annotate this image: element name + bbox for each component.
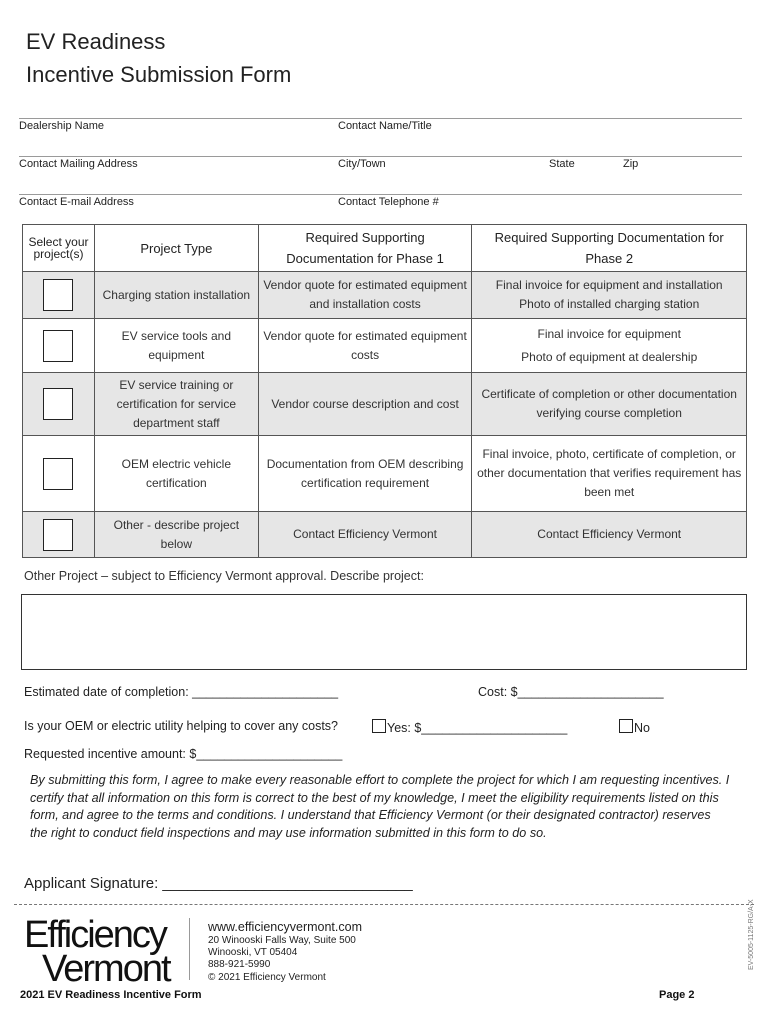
no-label: No bbox=[634, 721, 650, 735]
mailing-address-field[interactable] bbox=[19, 156, 742, 157]
phase1-cell: Vendor quote for estimated equipment costs bbox=[258, 319, 472, 373]
yes-label: Yes: $_____________________ bbox=[387, 721, 568, 735]
address-line1: 20 Winooski Falls Way, Suite 500 bbox=[208, 935, 356, 946]
phone-number: 888-921-5990 bbox=[208, 959, 271, 971]
efficiency-vermont-logo bbox=[24, 914, 170, 990]
phase2-cell bbox=[472, 272, 747, 319]
agreement-text: By submitting this form, I agree to make every reasonable effort to complete the project for which I am requesting incentives. I certify that all information on this form is correct to the best of my knowledge, I meet the eligibility requirements listed on this form, and agree to the terms and conditions. I understand that Efficiency Vermont (or their designated contractor) reserves the right to conduct field inspections and may use information submitted in this form to do so. bbox=[30, 773, 730, 840]
footer-divider bbox=[14, 904, 754, 905]
oem-question-label: Is your OEM or electric utility helping to cover any costs? bbox=[24, 719, 339, 733]
page-title-line1: EV Readiness bbox=[26, 29, 166, 54]
yes-checkbox[interactable] bbox=[372, 719, 386, 733]
copyright: © 2021 Efficiency Vermont bbox=[208, 971, 326, 983]
project-type-cell: Other - describe project below bbox=[94, 512, 258, 558]
project-table bbox=[22, 224, 747, 558]
select-checkbox-oem[interactable] bbox=[43, 458, 73, 490]
phase2-line: Photo of installed charging station bbox=[519, 297, 700, 311]
phase2-cell bbox=[472, 319, 747, 373]
select-checkbox-tools[interactable] bbox=[43, 330, 73, 362]
address-line2: Winooski, VT 05404 bbox=[208, 947, 298, 959]
zip-label: Zip bbox=[623, 158, 639, 170]
logo-line2: Vermont bbox=[42, 948, 170, 990]
page-number: Page 2 bbox=[659, 989, 695, 1001]
phase2-cell: Final invoice, photo, certificate of completion, or other documentation that verifies requirement has been met bbox=[472, 436, 747, 512]
form-code: EV-5005-1125-RG/A-X bbox=[748, 899, 755, 970]
table-row bbox=[23, 373, 747, 436]
select-checkbox-training[interactable] bbox=[43, 388, 73, 420]
table-row bbox=[23, 436, 747, 512]
phase1-header: Required Supporting Documentation for Phase 1 bbox=[258, 225, 472, 272]
applicant-signature-field[interactable]: Applicant Signature: ______________________________ bbox=[24, 875, 413, 892]
logo-line1: Efficiency bbox=[24, 914, 166, 956]
footer-address-block bbox=[208, 920, 362, 984]
phase1-cell: Contact Efficiency Vermont bbox=[258, 512, 472, 558]
table-row bbox=[23, 512, 747, 558]
phase1-cell: Documentation from OEM describing certification requirement bbox=[258, 436, 472, 512]
city-town-label: City/Town bbox=[338, 158, 386, 170]
phase1-cell: Vendor quote for estimated equipment and installation costs bbox=[258, 272, 472, 319]
phase2-cell: Certificate of completion or other documentation verifying course completion bbox=[472, 373, 747, 436]
other-project-textarea[interactable] bbox=[21, 594, 747, 670]
form-name: 2021 EV Readiness Incentive Form bbox=[20, 989, 202, 1001]
requested-amount-field[interactable]: Requested incentive amount: $_____________________ bbox=[24, 747, 343, 761]
cost-field[interactable]: Cost: $_____________________ bbox=[478, 685, 664, 699]
contact-name-title-label: Contact Name/Title bbox=[338, 120, 432, 132]
select-header: Select your project(s) bbox=[23, 225, 95, 272]
telephone-label: Contact Telephone # bbox=[338, 196, 439, 208]
phase1-cell: Vendor course description and cost bbox=[258, 373, 472, 436]
select-checkbox-other[interactable] bbox=[43, 519, 73, 551]
page-title-line2: Incentive Submission Form bbox=[26, 62, 292, 87]
select-checkbox-charging[interactable] bbox=[43, 279, 73, 311]
project-type-cell: EV service tools and equipment bbox=[94, 319, 258, 373]
dealership-name-field[interactable] bbox=[19, 118, 742, 119]
project-type-cell: Charging station installation bbox=[94, 272, 258, 319]
mailing-address-label: Contact Mailing Address bbox=[19, 158, 138, 170]
no-option[interactable] bbox=[619, 719, 650, 735]
phase2-header: Required Supporting Documentation for Phase 2 bbox=[472, 225, 747, 272]
email-label: Contact E-mail Address bbox=[19, 196, 134, 208]
yes-option[interactable] bbox=[372, 719, 567, 735]
phase2-line: Final invoice for equipment bbox=[537, 326, 681, 341]
email-field[interactable] bbox=[19, 194, 742, 195]
no-checkbox[interactable] bbox=[619, 719, 633, 733]
phase2-line: Final invoice for equipment and installation bbox=[495, 278, 723, 292]
footer-vertical-divider bbox=[189, 918, 190, 980]
other-project-label: Other Project – subject to Efficiency Vermont approval. Describe project: bbox=[24, 569, 424, 583]
project-type-header: Project Type bbox=[94, 225, 258, 272]
website-link[interactable]: www.efficiencyvermont.com bbox=[208, 920, 362, 934]
state-label: State bbox=[549, 158, 575, 170]
phase2-cell: Contact Efficiency Vermont bbox=[472, 512, 747, 558]
phase2-line: Photo of equipment at dealership bbox=[521, 349, 698, 364]
table-row bbox=[23, 272, 747, 319]
completion-date-field[interactable]: Estimated date of completion: _____________________ bbox=[24, 685, 339, 699]
project-type-cell: EV service training or certification for service department staff bbox=[94, 373, 258, 436]
dealership-name-label: Dealership Name bbox=[19, 120, 104, 132]
project-type-cell: OEM electric vehicle certification bbox=[94, 436, 258, 512]
table-header-row bbox=[23, 225, 747, 272]
table-row bbox=[23, 319, 747, 373]
